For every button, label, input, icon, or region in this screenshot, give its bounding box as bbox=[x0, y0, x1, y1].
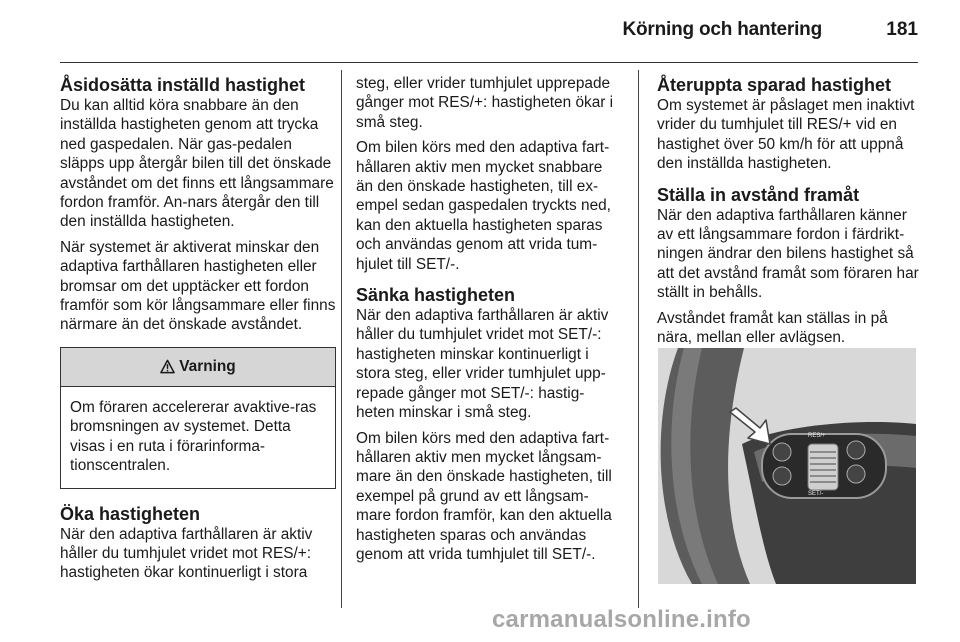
heading-decrease-speed: Sänka hastigheten bbox=[356, 285, 516, 306]
paragraph: När den adaptiva farthållaren är aktiv håller du tumhjulet vridet mot SET/-: hastigheten minskar kontinuerligt i stora steg, eller vrider tumhjulet upp-repade gånger mot SET/-: hastig-heten minskar i små steg. bbox=[356, 307, 609, 422]
warning-box bbox=[60, 347, 336, 489]
wheel-label-set: SET/- bbox=[808, 491, 824, 497]
paragraph: När systemet är aktiverat minskar den adaptiva farthållaren hastigheten eller bromsar om det upptäcker ett fordon framför som kör långsammare eller finns närmare än det önskade avståndet. bbox=[60, 238, 336, 334]
steering-wheel-figure bbox=[658, 348, 916, 584]
column-1 bbox=[60, 74, 336, 589]
paragraph: steg, eller vrider tumhjulet upprepade gånger mot RES/+: hastigheten ökar i små steg. bbox=[356, 75, 614, 131]
column-2 bbox=[356, 74, 622, 570]
heading-resume-speed: Återuppta sparad hastighet bbox=[657, 75, 892, 95]
warning-triangle-icon bbox=[160, 359, 175, 374]
warning-text: Om föraren accelererar avaktive-ras bromsningen av systemet. Detta visas i en ruta i förarinforma-tionscentralen. bbox=[70, 398, 317, 475]
warning-header bbox=[61, 348, 335, 387]
column-divider bbox=[341, 70, 342, 608]
paragraph: Om bilen körs med den adaptiva fart-hållaren aktiv men mycket långsam-mare än den önskade hastigheten, till exempel på grund av ett långsam-mare fordon framför, kan den aktuella hastigheten sparas och användas genom att vrida tumhjulet till SET/-. bbox=[356, 429, 612, 563]
paragraph: Om systemet är påslaget men inaktivt vrider du tumhjulet till RES/+ vid en hastighet över 50 km/h för att uppnå den inställda hastigheten. bbox=[657, 97, 915, 173]
heading-increase-speed: Öka hastigheten bbox=[60, 503, 201, 524]
page-title: Körning och hantering bbox=[622, 19, 822, 40]
paragraph: När den adaptiva farthållaren känner av ett långsammare fordon i färdrikt-ningen ändrar den bilens hastighet så att det avstånd framåt som föraren har ställt in behålls. bbox=[657, 206, 919, 302]
paragraph: Du kan alltid köra snabbare än den inställda hastigheten genom att trycka ned gaspedalen. När gas-pedalen släpps upp återgår bilen till det önskade avståndet om det finns ett långsammare fordon framför. An-nars återgår den till den inställda hastigheten. bbox=[60, 97, 334, 231]
heading-override-speed: Åsidosätta inställd hastighet bbox=[60, 75, 306, 95]
steering-wheel-illustration bbox=[658, 348, 916, 584]
wheel-label-res: RES/+ bbox=[808, 433, 826, 439]
column-divider bbox=[638, 70, 639, 608]
paragraph: När den adaptiva farthållaren är aktiv håller du tumhjulet vridet mot RES/+: hastigheten ökar kontinuerligt i stora bbox=[60, 525, 313, 582]
column-3 bbox=[657, 74, 920, 353]
paragraph: Avståndet framåt kan ställas in på nära, mellan eller avlägsen. bbox=[657, 309, 888, 347]
watermark: carmanualsonline.info bbox=[492, 606, 751, 633]
warning-title: Varning bbox=[179, 358, 236, 376]
page-number: 181 bbox=[886, 19, 918, 40]
heading-set-distance: Ställa in avstånd framåt bbox=[657, 184, 860, 205]
paragraph: Om bilen körs med den adaptiva fart-hållaren aktiv men mycket snabbare än den önskade hastigheten, till ex-empel sedan gaspedalen tryckts ned, kan den aktuella hastigheten sparas och användas genom att vrida tum-hjulet till SET/-. bbox=[356, 139, 611, 273]
page-header bbox=[60, 0, 918, 63]
